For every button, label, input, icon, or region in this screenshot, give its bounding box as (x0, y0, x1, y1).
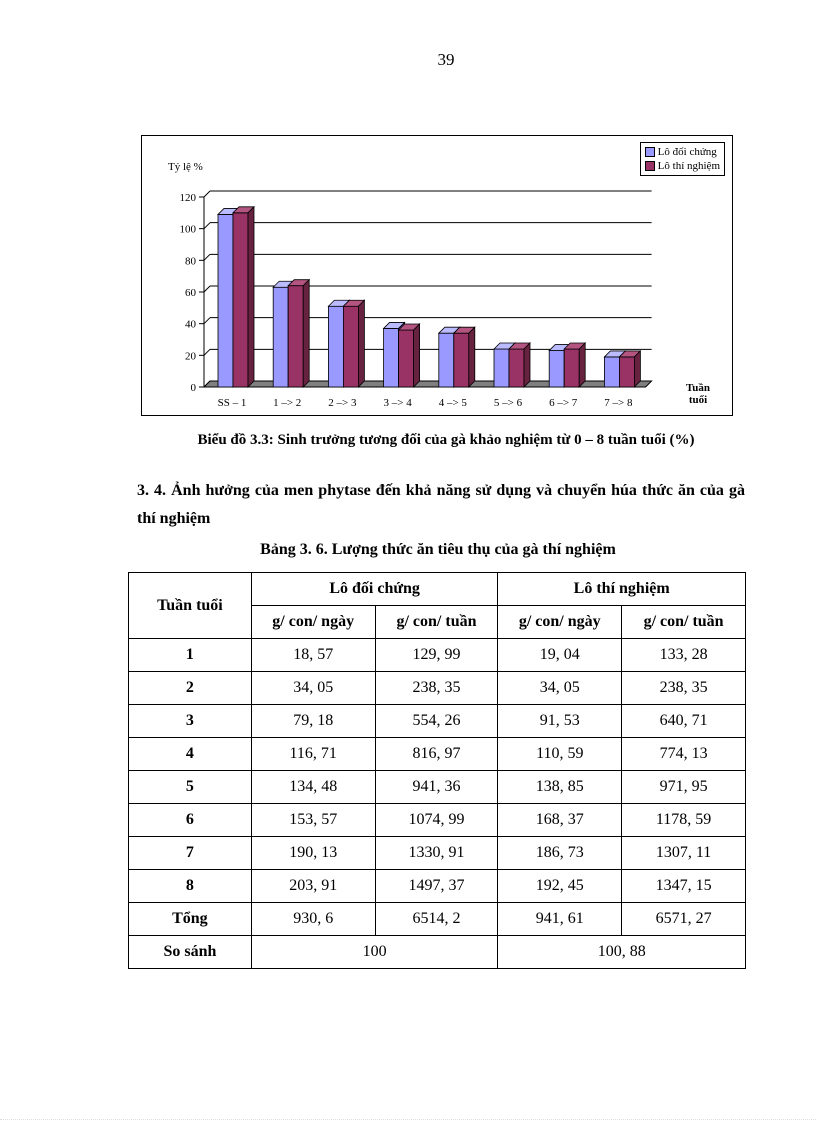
bar (454, 333, 469, 387)
table-caption: Bảng 3. 6. Lượng thức ăn tiêu thụ của gà thí nghiệm (260, 541, 616, 558)
legend-swatch-control (645, 147, 655, 157)
chart-plot (142, 136, 732, 415)
table-cell: 941, 36 (375, 771, 498, 804)
table-cell: 1497, 37 (375, 870, 498, 903)
legend-swatch-trial (645, 161, 655, 171)
y-tick-label: 120 (179, 192, 196, 204)
table-cell: 186, 73 (498, 837, 622, 870)
table-cell: 6571, 27 (622, 903, 746, 936)
x-axis-label: tuổi (688, 394, 708, 406)
bar-side (358, 300, 364, 387)
gridline-side (204, 191, 210, 197)
bar-side (248, 207, 254, 387)
table-cell-week: 5 (129, 771, 252, 804)
table-row (129, 870, 746, 903)
table-cell: 133, 28 (622, 639, 746, 672)
bar-side (524, 343, 530, 387)
bar (604, 357, 619, 387)
table-row (129, 639, 746, 672)
y-tick-label: 40 (185, 318, 196, 331)
bar (328, 306, 343, 387)
gridline-side (204, 254, 210, 260)
feed-consumption-table (128, 572, 746, 969)
table-cell: 941, 61 (498, 903, 622, 936)
table-cell: 1307, 11 (622, 837, 746, 870)
table-cell: 168, 37 (498, 804, 622, 837)
table-cell: 1347, 15 (622, 870, 746, 903)
table-cell-week: Tổng (129, 903, 252, 936)
header-control-day: g/ con/ ngày (251, 606, 375, 639)
table-cell: 238, 35 (622, 672, 746, 705)
table-cell-week: 1 (129, 639, 252, 672)
bar (509, 349, 524, 387)
header-trial-day: g/ con/ ngày (498, 606, 622, 639)
table-cell: 816, 97 (375, 738, 498, 771)
y-tick-label: 100 (179, 223, 196, 236)
table-cell: 203, 91 (251, 870, 375, 903)
table-cell: 18, 57 (251, 639, 375, 672)
table-cell-week: 6 (129, 804, 252, 837)
table-row (129, 804, 746, 837)
bar (619, 357, 634, 387)
page-bottom-rule (0, 1119, 816, 1120)
table-cell: 238, 35 (375, 672, 498, 705)
bar (549, 351, 564, 387)
bar (384, 328, 399, 387)
y-axis-label: Tỷ lệ % (168, 161, 203, 173)
table-body (129, 639, 746, 936)
compare-control: 100 (251, 936, 498, 969)
legend-item-control (645, 145, 720, 159)
table-row-compare (129, 936, 746, 969)
table-row (129, 903, 746, 936)
page-number: 39 (437, 50, 455, 69)
header-week: Tuần tuổi (129, 573, 252, 639)
table-cell: 774, 13 (622, 738, 746, 771)
table-row (129, 672, 746, 705)
table-cell-week: 7 (129, 837, 252, 870)
header-trial-week: g/ con/ tuần (622, 606, 746, 639)
table-cell: 1178, 59 (622, 804, 746, 837)
table-cell: 640, 71 (622, 705, 746, 738)
table-cell: 79, 18 (251, 705, 375, 738)
y-tick-label: 60 (185, 287, 196, 299)
x-tick-label: 3 –> 4 (383, 397, 412, 409)
table-cell: 971, 95 (622, 771, 746, 804)
y-tick-label: 80 (185, 255, 196, 268)
bar (564, 349, 579, 387)
legend-label-control: Lô đối chứng (657, 146, 717, 158)
legend-item-trial (645, 159, 720, 173)
x-tick-label: SS – 1 (217, 397, 247, 409)
x-tick-label: 5 –> 6 (493, 397, 523, 409)
section-heading: 3. 4. Ảnh hưởng của men phytase đến khả năng sử dụng và chuyển húa thức ăn của gà thí nghiệm (137, 482, 745, 527)
table-cell: 34, 05 (498, 672, 622, 705)
bar-side (634, 351, 640, 387)
bar-side (579, 343, 585, 387)
table-cell: 1330, 91 (375, 837, 498, 870)
table-cell-week: 4 (129, 738, 252, 771)
table-cell: 19, 04 (498, 639, 622, 672)
x-axis-label: Tuần (685, 382, 711, 394)
table-cell: 110, 59 (498, 738, 622, 771)
table-cell: 930, 6 (251, 903, 375, 936)
bar (273, 287, 288, 387)
compare-trial: 100, 88 (498, 936, 746, 969)
compare-label: So sánh (129, 936, 252, 969)
table-cell: 1074, 99 (375, 804, 498, 837)
gridline-side (204, 223, 210, 229)
gridline-side (204, 349, 210, 355)
table-cell: 116, 71 (251, 738, 375, 771)
legend-label-trial: Lô thí nghiệm (657, 160, 720, 172)
table-row (129, 837, 746, 870)
table-cell: 129, 99 (375, 639, 498, 672)
bar (399, 330, 414, 387)
table-cell: 138, 85 (498, 771, 622, 804)
table-cell: 153, 57 (251, 804, 375, 837)
bar (494, 349, 509, 387)
header-group-trial: Lô thí nghiệm (498, 573, 746, 606)
bar (288, 286, 303, 387)
x-tick-label: 1 –> 2 (273, 397, 302, 409)
header-control-week: g/ con/ tuần (375, 606, 498, 639)
table-cell: 190, 13 (251, 837, 375, 870)
bar (439, 333, 454, 387)
chart-caption: Biểu đồ 3.3: Sinh trưởng tương đối của gà khảo nghiệm từ 0 – 8 tuần tuổi (%) (197, 432, 695, 448)
bar (343, 306, 358, 387)
bar (218, 214, 233, 387)
table-cell: 192, 45 (498, 870, 622, 903)
table-cell-week: 2 (129, 672, 252, 705)
x-tick-label: 4 –> 5 (438, 397, 467, 409)
x-tick-label: 7 –> 8 (604, 397, 633, 409)
table-cell: 554, 26 (375, 705, 498, 738)
x-tick-label: 2 –> 3 (328, 397, 357, 409)
header-group-control: Lô đối chứng (251, 573, 498, 606)
growth-chart (141, 135, 733, 416)
x-tick-label: 6 –> 7 (549, 397, 578, 409)
bar-side (303, 280, 309, 387)
y-tick-label: 0 (190, 382, 196, 394)
bar-side (414, 324, 420, 387)
table-cell: 91, 53 (498, 705, 622, 738)
table-cell-week: 3 (129, 705, 252, 738)
table-row (129, 738, 746, 771)
bar (233, 213, 248, 387)
table-cell: 34, 05 (251, 672, 375, 705)
bar-side (469, 327, 475, 387)
table-row (129, 705, 746, 738)
table-row (129, 771, 746, 804)
gridline-side (204, 318, 210, 324)
chart-legend (640, 142, 725, 176)
table-cell-week: 8 (129, 870, 252, 903)
gridline-side (204, 286, 210, 292)
table-cell: 6514, 2 (375, 903, 498, 936)
y-tick-label: 20 (185, 350, 196, 363)
table-cell: 134, 48 (251, 771, 375, 804)
